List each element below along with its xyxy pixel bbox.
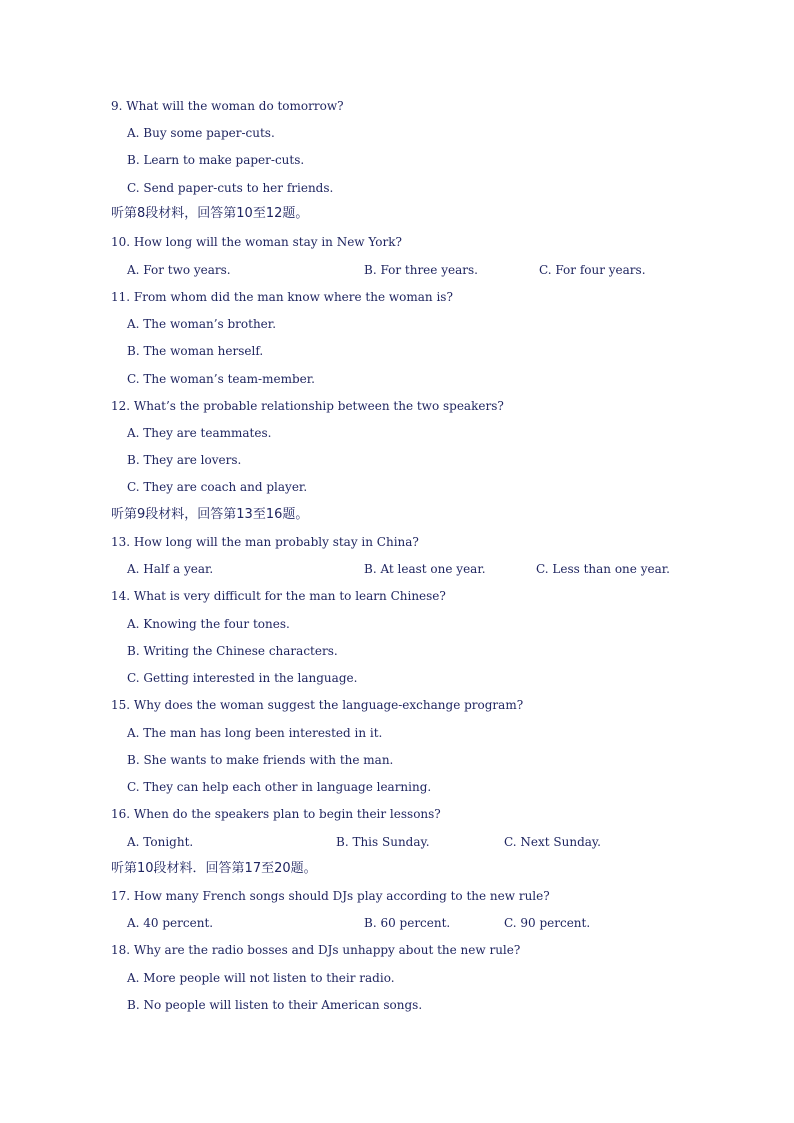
- question-17-option-a: A. 40 percent.: [127, 916, 214, 930]
- question-16-option-a: A. Tonight.: [127, 835, 194, 849]
- question-11-option-b: B. The woman herself.: [127, 344, 264, 358]
- question-18-stem: 18. Why are the radio bosses and DJs unhappy about the new rule?: [111, 943, 521, 957]
- question-14-option-a: A. Knowing the four tones.: [127, 617, 290, 631]
- question-9-option-a: A. Buy some paper-cuts.: [127, 126, 275, 140]
- question-14-option-b: B. Writing the Chinese characters.: [127, 644, 338, 658]
- question-10-option-c: C. For four years.: [539, 263, 646, 277]
- question-17-stem: 17. How many French songs should DJs play according to the new rule?: [111, 889, 550, 903]
- question-16-options-row: [0, 834, 794, 850]
- question-11-option-c: C. The woman’s team-member.: [127, 372, 315, 386]
- question-11-option-a: A. The woman’s brother.: [127, 317, 277, 331]
- question-16-stem: 16. When do the speakers plan to begin their lessons?: [111, 807, 441, 821]
- question-10-option-b: B. For three years.: [364, 263, 478, 277]
- question-13-options-row: [0, 561, 794, 577]
- question-15-option-a: A. The man has long been interested in it.: [127, 726, 383, 740]
- question-12-option-b: B. They are lovers.: [127, 453, 242, 467]
- question-9-option-b: B. Learn to make paper-cuts.: [127, 153, 305, 167]
- section-10-heading: 听第10段材料．回答第17至20题。: [111, 861, 317, 876]
- question-14-option-c: C. Getting interested in the language.: [127, 671, 358, 685]
- question-11-stem: 11. From whom did the man know where the woman is?: [111, 290, 453, 304]
- question-13-option-a: A. Half a year.: [127, 562, 214, 576]
- question-13-stem: 13. How long will the man probably stay in China?: [111, 535, 419, 549]
- question-15-option-c: C. They can help each other in language learning.: [127, 780, 432, 794]
- question-12-option-c: C. They are coach and player.: [127, 480, 308, 494]
- question-16-option-c: C. Next Sunday.: [504, 835, 601, 849]
- question-10-options-row: [0, 262, 794, 278]
- section-8-heading: 听第8段材料，回答第10至12题。: [111, 206, 309, 221]
- question-17-options-row: [0, 915, 794, 931]
- question-12-option-a: A. They are teammates.: [127, 426, 272, 440]
- question-10-option-a: A. For two years.: [127, 263, 231, 277]
- section-9-heading: 听第9段材料，回答第13至16题。: [111, 507, 309, 522]
- question-13-option-b: B. At least one year.: [364, 562, 486, 576]
- question-17-option-b: B. 60 percent.: [364, 916, 451, 930]
- question-16-option-b: B. This Sunday.: [336, 835, 430, 849]
- question-18-option-b: B. No people will listen to their American songs.: [127, 998, 423, 1012]
- question-9-stem: 9. What will the woman do tomorrow?: [111, 99, 344, 113]
- question-13-option-c: C. Less than one year.: [536, 562, 670, 576]
- question-14-stem: 14. What is very difficult for the man to learn Chinese?: [111, 589, 446, 603]
- question-12-stem: 12. What’s the probable relationship between the two speakers?: [111, 399, 504, 413]
- question-9-option-c: C. Send paper-cuts to her friends.: [127, 181, 334, 195]
- question-15-stem: 15. Why does the woman suggest the language-exchange program?: [111, 698, 524, 712]
- question-17-option-c: C. 90 percent.: [504, 916, 591, 930]
- question-18-option-a: A. More people will not listen to their radio.: [127, 971, 395, 985]
- question-15-option-b: B. She wants to make friends with the man.: [127, 753, 394, 767]
- question-10-stem: 10. How long will the woman stay in New York?: [111, 235, 402, 249]
